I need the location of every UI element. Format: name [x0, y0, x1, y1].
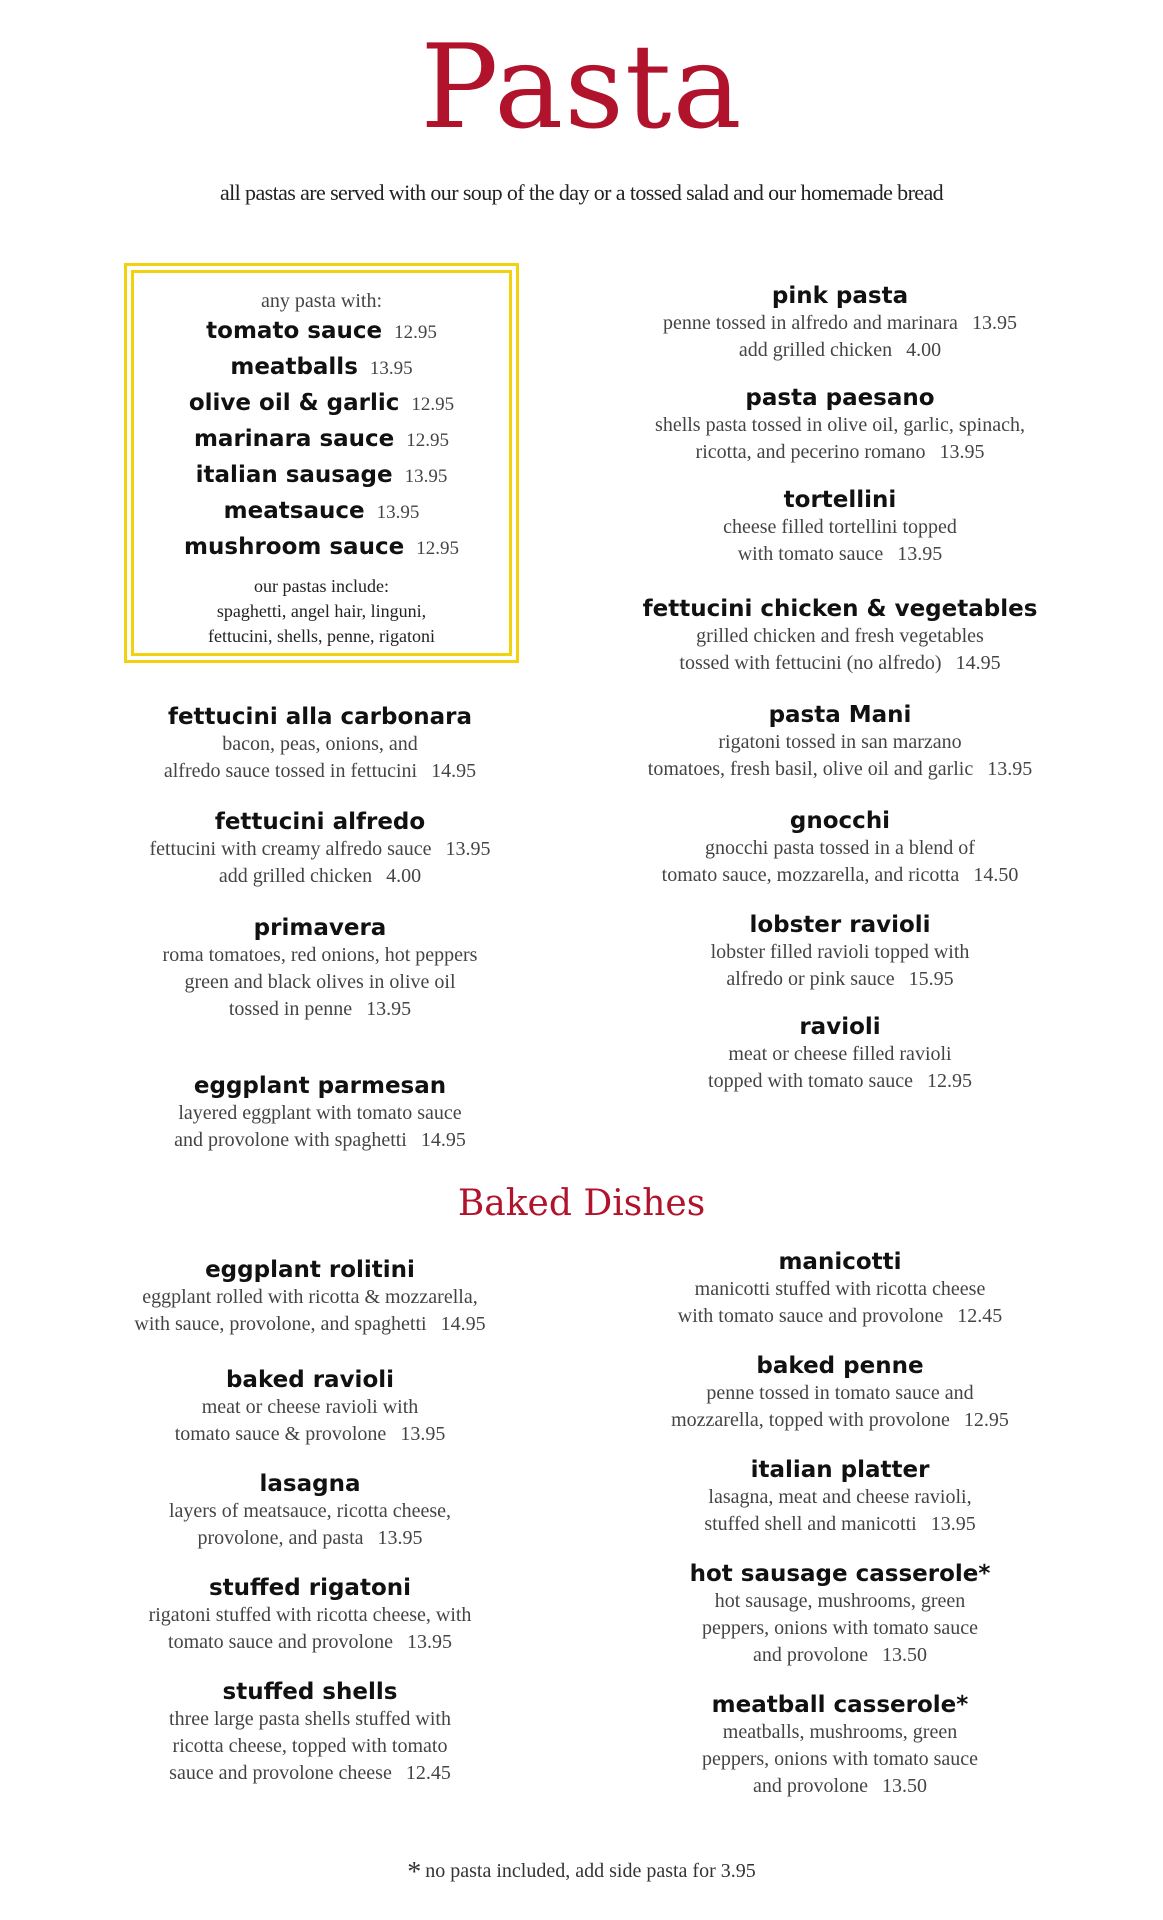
dish-desc: tomatoes, fresh basil, olive oil and garlic 13.95 — [647, 758, 1033, 780]
sauce-price: 12.95 — [411, 394, 455, 415]
dish-price: 12.45 — [405, 1762, 451, 1784]
dish-desc: meat or cheese filled ravioli — [728, 1043, 952, 1065]
dish-name: ravioli — [799, 1014, 881, 1040]
menu-item — [620, 1691, 1060, 1800]
dish-desc: topped with tomato sauce 12.95 — [708, 1070, 972, 1092]
menu-item — [600, 486, 1080, 568]
dish-desc: alfredo or pink sauce 15.95 — [726, 968, 954, 990]
dish-desc: roma tomatoes, red onions, hot peppers — [162, 944, 478, 966]
pasta-types-note — [127, 574, 516, 649]
dish-desc: sauce and provolone cheese 12.45 — [169, 1762, 451, 1784]
dish-price: 13.95 — [445, 838, 491, 860]
dish-name: meatball casserole* — [711, 1692, 969, 1718]
menu-item — [90, 1366, 530, 1448]
baked-right-column — [620, 1248, 1060, 1800]
dish-desc: stuffed shell and manicotti 13.95 — [704, 1513, 976, 1535]
dish-name: baked ravioli — [225, 1367, 395, 1393]
dish-desc: mozzarella, topped with provolone 12.95 — [671, 1409, 1009, 1431]
menu-item — [620, 1456, 1060, 1538]
dish-name: tortellini — [783, 487, 897, 513]
baked-dishes-title: Baked Dishes — [457, 1183, 706, 1224]
dish-name: lasagna — [259, 1471, 361, 1497]
dish-price: 13.95 — [406, 1631, 452, 1653]
any-pasta-intro: any pasta with: — [260, 290, 383, 312]
dish-desc: and provolone with spaghetti 14.95 — [174, 1129, 466, 1151]
dish-desc: with tomato sauce 13.95 — [737, 543, 943, 565]
dish-desc: shells pasta tossed in olive oil, garlic, spinach, — [655, 414, 1025, 436]
dish-desc: eggplant rolled with ricotta & mozzarella, — [142, 1286, 478, 1308]
menu-item — [90, 1574, 530, 1656]
sauce-name: meatsauce — [223, 498, 365, 524]
sauce-list — [127, 314, 516, 566]
sauce-item — [127, 458, 516, 494]
sauce-item — [127, 314, 516, 350]
dish-desc: layers of meatsauce, ricotta cheese, — [168, 1500, 452, 1522]
sauce-name: italian sausage — [195, 462, 393, 488]
dish-desc: manicotti stuffed with ricotta cheese — [694, 1278, 986, 1300]
sauce-item — [127, 350, 516, 386]
dish-price: 14.95 — [431, 760, 477, 782]
sauce-item — [127, 530, 516, 566]
dish-desc: tossed in penne 13.95 — [228, 998, 412, 1020]
dish-name: fettucini alla carbonara — [167, 704, 473, 730]
menu-item — [600, 701, 1080, 783]
menu-item — [90, 914, 550, 1023]
sauce-item — [127, 386, 516, 422]
pasta-types-line: spaghetti, angel hair, linguni, — [216, 601, 427, 621]
pasta-left-column — [90, 703, 550, 1154]
dish-price: 13.50 — [881, 1775, 927, 1797]
dish-extra-price: 4.00 — [386, 865, 422, 887]
menu-item — [90, 703, 550, 785]
dish-price: 14.50 — [973, 864, 1019, 886]
sauce-price: 13.95 — [404, 466, 448, 487]
dish-price: 13.95 — [987, 758, 1033, 780]
sauce-item — [127, 422, 516, 458]
dish-name: manicotti — [778, 1249, 902, 1275]
dish-desc: gnocchi pasta tossed in a blend of — [705, 837, 975, 859]
sauce-price: 13.95 — [369, 358, 413, 379]
dish-desc: bacon, peas, onions, and — [222, 733, 418, 755]
dish-price: 12.95 — [963, 1409, 1009, 1431]
dish-desc: cheese filled tortellini topped — [723, 516, 957, 538]
menu-item — [90, 1678, 530, 1787]
dish-price: 15.95 — [908, 968, 954, 990]
dish-desc: with tomato sauce and provolone 12.45 — [677, 1305, 1003, 1327]
dish-desc: alfredo sauce tossed in fettucini 14.95 — [163, 760, 477, 782]
dish-desc: rigatoni tossed in san marzano — [718, 731, 962, 753]
sauce-name: olive oil & garlic — [188, 390, 400, 416]
menu-item — [620, 1560, 1060, 1669]
dish-desc: layered eggplant with tomato sauce — [178, 1102, 462, 1124]
menu-item — [600, 807, 1080, 889]
menu-item — [620, 1248, 1060, 1330]
sauce-price: 12.95 — [406, 430, 450, 451]
dish-desc: provolone, and pasta 13.95 — [197, 1527, 423, 1549]
footnote-text: no pasta included, add side pasta for 3.95 — [425, 1860, 756, 1882]
dish-desc: penne tossed in alfredo and marinara 13.95 — [663, 312, 1017, 334]
dish-desc: fettucini with creamy alfredo sauce 13.95 — [149, 838, 491, 860]
sauce-price: 13.95 — [376, 502, 420, 523]
dish-desc: rigatoni stuffed with ricotta cheese, with — [148, 1604, 472, 1626]
menu-item — [90, 1256, 530, 1338]
dish-price: 14.95 — [955, 652, 1001, 674]
dish-desc: lobster filled ravioli topped with — [710, 941, 970, 963]
dish-desc: penne tossed in tomato sauce and — [706, 1382, 974, 1404]
dish-desc: green and black olives in olive oil — [184, 971, 456, 993]
sauce-name: mushroom sauce — [184, 534, 405, 560]
menu-item — [600, 1013, 1080, 1095]
dish-name: pasta paesano — [745, 385, 935, 411]
dish-desc: lasagna, meat and cheese ravioli, — [708, 1486, 972, 1508]
dish-name: baked penne — [756, 1353, 924, 1379]
dish-name: lobster ravioli — [749, 912, 931, 938]
sauce-name: meatballs — [230, 354, 358, 380]
menu-item — [600, 595, 1080, 677]
menu-item — [600, 282, 1080, 364]
dish-name: fettucini chicken & vegetables — [642, 596, 1038, 622]
dish-name: stuffed rigatoni — [208, 1575, 412, 1601]
dish-name: eggplant parmesan — [193, 1073, 447, 1099]
dish-desc: with sauce, provolone, and spaghetti 14.95 — [134, 1313, 486, 1335]
dish-desc: meatballs, mushrooms, green — [722, 1721, 958, 1743]
sauce-item — [127, 494, 516, 530]
dish-desc: and provolone 13.50 — [753, 1644, 927, 1666]
dish-desc: three large pasta shells stuffed with — [169, 1708, 451, 1730]
dish-desc: ricotta, and pecerino romano 13.95 — [695, 441, 985, 463]
dish-price: 14.95 — [440, 1313, 486, 1335]
dish-name: stuffed shells — [222, 1679, 398, 1705]
dish-price: 13.95 — [939, 441, 985, 463]
menu-item — [600, 911, 1080, 993]
sauce-name: tomato sauce — [206, 318, 383, 344]
dish-price: 13.95 — [366, 998, 412, 1020]
page-title: Pasta — [420, 20, 743, 155]
dish-price: 14.95 — [420, 1129, 466, 1151]
dish-name: gnocchi — [789, 808, 891, 834]
footnote — [0, 1857, 1163, 1889]
pasta-right-column — [600, 282, 1080, 1095]
dish-price: 13.95 — [930, 1513, 976, 1535]
dish-price: 13.95 — [897, 543, 943, 565]
pasta-types-heading: our pastas include: — [254, 576, 389, 596]
dish-desc: hot sausage, mushrooms, green — [714, 1590, 966, 1612]
dish-name: primavera — [253, 915, 387, 941]
dish-name: italian platter — [750, 1457, 930, 1483]
sauce-name: marinara sauce — [193, 426, 395, 452]
dish-price: 13.95 — [400, 1423, 446, 1445]
dish-name: pink pasta — [771, 283, 909, 309]
dish-desc: tomato sauce, mozzarella, and ricotta 14.50 — [661, 864, 1019, 886]
baked-left-column — [90, 1256, 530, 1787]
dish-desc: tomato sauce and provolone 13.95 — [168, 1631, 452, 1653]
menu-item — [600, 384, 1080, 466]
dish-name: hot sausage casserole* — [689, 1561, 991, 1587]
dish-name: fettucini alfredo — [214, 809, 426, 835]
dish-desc: add grilled chicken 4.00 — [218, 865, 422, 887]
menu-item — [620, 1352, 1060, 1434]
dish-desc: add grilled chicken 4.00 — [738, 339, 942, 361]
dish-price: 13.95 — [377, 1527, 423, 1549]
dish-desc: tossed with fettucini (no alfredo) 14.95 — [679, 652, 1001, 674]
dish-desc: grilled chicken and fresh vegetables — [696, 625, 984, 647]
dish-price: 13.50 — [881, 1644, 927, 1666]
menu-item — [90, 1072, 550, 1154]
menu-item — [90, 808, 550, 890]
dish-name: pasta Mani — [768, 702, 912, 728]
dish-price: 12.95 — [926, 1070, 972, 1092]
dish-price: 13.95 — [971, 312, 1017, 334]
dish-desc: ricotta cheese, topped with tomato — [172, 1735, 448, 1757]
pasta-types-line: fettucini, shells, penne, rigatoni — [208, 626, 435, 646]
any-pasta-box — [124, 263, 519, 663]
dish-desc: meat or cheese ravioli with — [201, 1396, 419, 1418]
sauce-price: 12.95 — [416, 538, 459, 559]
dish-desc: and provolone 13.50 — [753, 1775, 927, 1797]
dish-extra-price: 4.00 — [906, 339, 942, 361]
asterisk-icon: * — [407, 1857, 422, 1888]
dish-desc: peppers, onions with tomato sauce — [701, 1748, 979, 1770]
page-subtitle: all pastas are served with our soup of the day or a tossed salad and our homemade bread — [219, 180, 944, 205]
sauce-price: 12.95 — [394, 322, 437, 343]
dish-desc: tomato sauce & provolone 13.95 — [174, 1423, 446, 1445]
dish-price: 12.45 — [957, 1305, 1003, 1327]
dish-desc: peppers, onions with tomato sauce — [701, 1617, 979, 1639]
menu-item — [90, 1470, 530, 1552]
dish-name: eggplant rolitini — [205, 1257, 415, 1283]
